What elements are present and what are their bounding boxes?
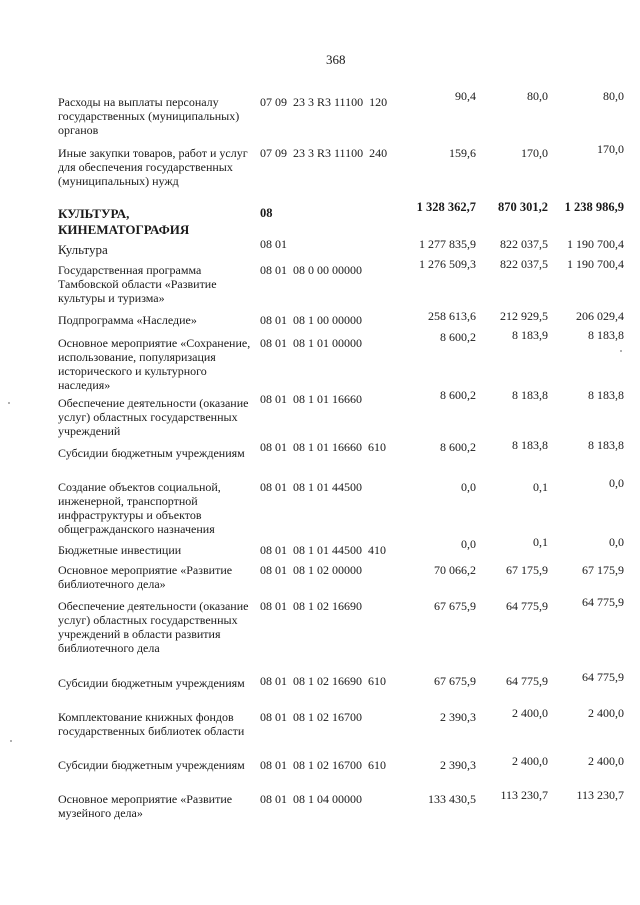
row-name: Основное мероприятие «Развитие музейного дела» — [58, 792, 233, 820]
row-name: Комплектование книжных фондов государственных библиотек области — [58, 710, 245, 738]
row-value-3: 64 775,9 — [582, 670, 624, 684]
row-name: Культура — [58, 242, 108, 257]
row-code: 08 — [260, 206, 273, 220]
row-code: 08 01 08 1 02 00000 — [260, 563, 362, 577]
row-name: Расходы на выплаты персоналу государственных (муниципальных) органов — [58, 95, 240, 137]
row-value-1: 1 328 362,7 — [416, 200, 476, 214]
row-value-1: 258 613,6 — [428, 309, 476, 323]
row-value-3: 67 175,9 — [582, 563, 624, 577]
row-code: 08 01 08 1 01 00000 — [260, 336, 362, 350]
row-value-3: 1 190 700,4 — [567, 237, 624, 251]
row-code: 08 01 08 1 04 00000 — [260, 792, 362, 806]
row-value-2: 2 400,0 — [512, 754, 548, 768]
row-value-1: 1 276 509,3 — [419, 257, 476, 271]
row-value-2: 870 301,2 — [498, 200, 548, 214]
page-number: 368 — [326, 52, 346, 67]
row-value-2: 64 775,9 — [506, 674, 548, 688]
row-value-3: 0,0 — [609, 476, 624, 490]
row-code: 07 09 23 3 R3 11100 120 — [260, 95, 388, 109]
row-value-1: 70 066,2 — [434, 563, 476, 577]
row-code: 08 01 08 1 01 44500 — [260, 480, 362, 494]
row-name: Субсидии бюджетным учреждениям — [58, 446, 245, 460]
row-code: 07 09 23 3 R3 11100 240 — [260, 146, 388, 160]
row-name: Основное мероприятие «Сохранение, использование, популяризация исторического и культурного наследия» — [58, 336, 251, 392]
row-value-1: 0,0 — [461, 480, 476, 494]
row-value-3: 8 183,8 — [588, 328, 624, 342]
scan-speck — [8, 402, 10, 404]
row-value-3: 64 775,9 — [582, 595, 624, 609]
row-value-2: 8 183,8 — [512, 388, 548, 402]
row-value-1: 159,6 — [449, 146, 476, 160]
row-name: Основное мероприятие «Развитие библиотечного дела» — [58, 563, 233, 591]
row-name: Бюджетные инвестиции — [58, 543, 182, 557]
row-name: Обеспечение деятельности (оказание услуг) областных государственных учреждений в области развития библиотечного дела — [58, 599, 249, 655]
row-code: 08 01 08 0 00 00000 — [260, 263, 362, 277]
row-value-3: 2 400,0 — [588, 706, 624, 720]
row-code: 08 01 08 1 02 16690 — [260, 599, 362, 613]
row-value-3: 1 190 700,4 — [567, 257, 624, 271]
row-value-2: 113 230,7 — [500, 788, 548, 802]
row-value-2: 0,1 — [533, 535, 548, 549]
scan-speck — [10, 740, 12, 742]
row-value-2: 80,0 — [527, 89, 548, 103]
row-name: КУЛЬТУРА, КИНЕМАТОГРАФИЯ — [58, 206, 190, 237]
row-value-3: 8 183,8 — [588, 388, 624, 402]
row-name: Обеспечение деятельности (оказание услуг) областных государственных учреждений — [58, 396, 249, 438]
row-value-1: 8 600,2 — [440, 330, 476, 344]
row-name: Подпрограмма «Наследие» — [58, 313, 197, 327]
row-value-2: 8 183,9 — [512, 328, 548, 342]
row-value-1: 67 675,9 — [434, 674, 476, 688]
row-value-1: 8 600,2 — [440, 388, 476, 402]
row-code: 08 01 08 1 02 16690 610 — [260, 674, 386, 688]
row-value-1: 2 390,3 — [440, 710, 476, 724]
row-code: 08 01 08 1 02 16700 610 — [260, 758, 386, 772]
row-value-1: 67 675,9 — [434, 599, 476, 613]
row-value-1: 90,4 — [455, 89, 476, 103]
row-name: Государственная программа Тамбовской области «Развитие культуры и туризма» — [58, 263, 217, 305]
row-value-1: 1 277 835,9 — [419, 237, 476, 251]
row-value-2: 170,0 — [521, 146, 548, 160]
row-value-2: 2 400,0 — [512, 706, 548, 720]
row-value-3: 1 238 986,9 — [564, 200, 624, 214]
row-value-2: 822 037,5 — [500, 237, 548, 251]
row-code: 08 01 08 1 01 16660 — [260, 392, 362, 406]
row-value-3: 80,0 — [603, 89, 624, 103]
row-value-3: 8 183,8 — [588, 438, 624, 452]
row-value-3: 2 400,0 — [588, 754, 624, 768]
row-value-2: 8 183,8 — [512, 438, 548, 452]
row-code: 08 01 08 1 02 16700 — [260, 710, 362, 724]
row-name: Субсидии бюджетным учреждениям — [58, 676, 245, 690]
row-value-1: 0,0 — [461, 537, 476, 551]
row-value-1: 2 390,3 — [440, 758, 476, 772]
row-value-2: 0,1 — [533, 480, 548, 494]
row-name: Субсидии бюджетным учреждениям — [58, 758, 245, 772]
scan-speck — [620, 350, 622, 352]
row-code: 08 01 08 1 01 16660 610 — [260, 440, 386, 454]
row-value-3: 206 029,4 — [576, 309, 624, 323]
row-value-3: 113 230,7 — [576, 788, 624, 802]
row-value-3: 170,0 — [597, 142, 624, 156]
row-code: 08 01 08 1 00 00000 — [260, 313, 362, 327]
row-value-2: 822 037,5 — [500, 257, 548, 271]
row-code: 08 01 — [260, 237, 287, 251]
row-code: 08 01 08 1 01 44500 410 — [260, 543, 386, 557]
row-value-2: 67 175,9 — [506, 563, 548, 577]
row-value-2: 212 929,5 — [500, 309, 548, 323]
row-value-1: 133 430,5 — [428, 792, 476, 806]
row-value-1: 8 600,2 — [440, 440, 476, 454]
row-value-3: 0,0 — [609, 535, 624, 549]
row-name: Создание объектов социальной, инженерной, транспортной инфраструктуры и объектов общегражданского назначения — [58, 480, 221, 536]
row-name: Иные закупки товаров, работ и услуг для обеспечения государственных (муниципальных) нужд — [58, 146, 248, 188]
row-value-2: 64 775,9 — [506, 599, 548, 613]
